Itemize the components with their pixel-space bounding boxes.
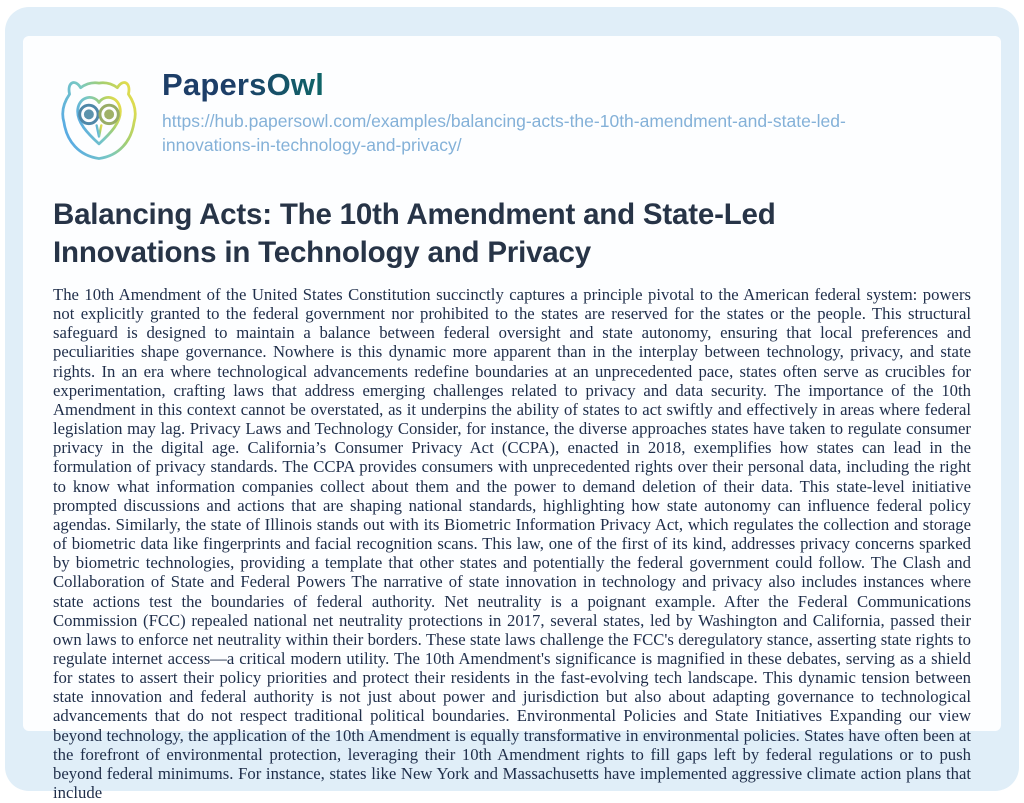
header	[53, 66, 971, 175]
owl-icon	[53, 157, 145, 174]
brand-block	[162, 66, 904, 157]
page-title: Balancing Acts: The 10th Amendment and State-Led Innovations in Technology and Privacy	[53, 198, 776, 269]
article-body-text: The 10th Amendment of the United States Constitution succinctly captures a principle pivotal to the American federal system: powers not explicitly granted to the federal government nor prohibited to the states are reserved for the states or the people. This structural safeguard is designed to maintain a balance between federal oversight and state autonomy, ensuring that local preferences and peculiarities shape governance. Nowhere is this dynamic more apparent than in the interplay between technology, privacy, and state rights. In an era where technological advancements redefine boundaries at an unprecedented pace, states often serve as crucibles for experimentation, crafting laws that address emerging challenges related to privacy and data security. The importance of the 10th Amendment in this context cannot be overstated, as it underpins the ability of states to act swiftly and effectively in areas where federal legislation may lag. Privacy Laws and Technology Consider, for instance, the diverse approaches states have taken to regulate consumer privacy in the digital age. California’s Consumer Privacy Act (CCPA), enacted in 2018, exemplifies how states can lead in the formulation of privacy standards. The CCPA provides consumers with unprecedented rights over their personal data, including the right to know what information companies collect about them and the power to demand deletion of their data. This state-level initiative prompted discussions and actions that are shaping national standards, highlighting how state autonomy can influence federal policy agendas. Similarly, the state of Illinois stands out with its Biometric Information Privacy Act, which regulates the collection and storage of biometric data like fingerprints and facial recognition scans. This law, one of the first of its kind, addresses privacy concerns sparked by biometric technologies, providing a template that other states and potentially the federal government could follow. The Clash and Collaboration of State and Federal Powers The narrative of state innovation in technology and privacy also includes instances where state actions test the boundaries of federal authority. Net neutrality is a poignant example. After the Federal Communications Commission (FCC) repealed national net neutrality protections in 2017, several states, led by Washington and California, passed their own laws to enforce net neutrality within their borders. These state laws challenge the FCC's deregulatory stance, asserting state rights to regulate internet access—a critical modern utility. The 10th Amendment's significance is magnified in these debates, serving as a shield for states to assert their policy priorities and protect their residents in the fast-evolving tech landscape. This dynamic tension between state innovation and federal authority is not just about power and jurisdiction but also about adapting governance to technological advancements that do not respect traditional political boundaries. Environmental Policies and State Initiatives Expanding our view beyond technology, the application of the 10th Amendment is equally transformative in environmental policies. States have often been at the forefront of environmental protection, leveraging their 10th Amendment rights to fill gaps left by federal regulations or to push beyond federal minimums. For instance, states like New York and Massachusetts have implemented aggressive climate action plans that include	[53, 285, 971, 803]
page-frame	[5, 7, 1019, 803]
brand-name: PapersOwl	[162, 67, 325, 102]
source-url-link[interactable]: https://hub.papersowl.com/examples/balancing-acts-the-10th-amendment-and-state-led-innovations-in-technology-and-privacy/	[162, 111, 846, 155]
papersowl-logo[interactable]	[53, 68, 145, 175]
document-card	[23, 36, 1001, 803]
